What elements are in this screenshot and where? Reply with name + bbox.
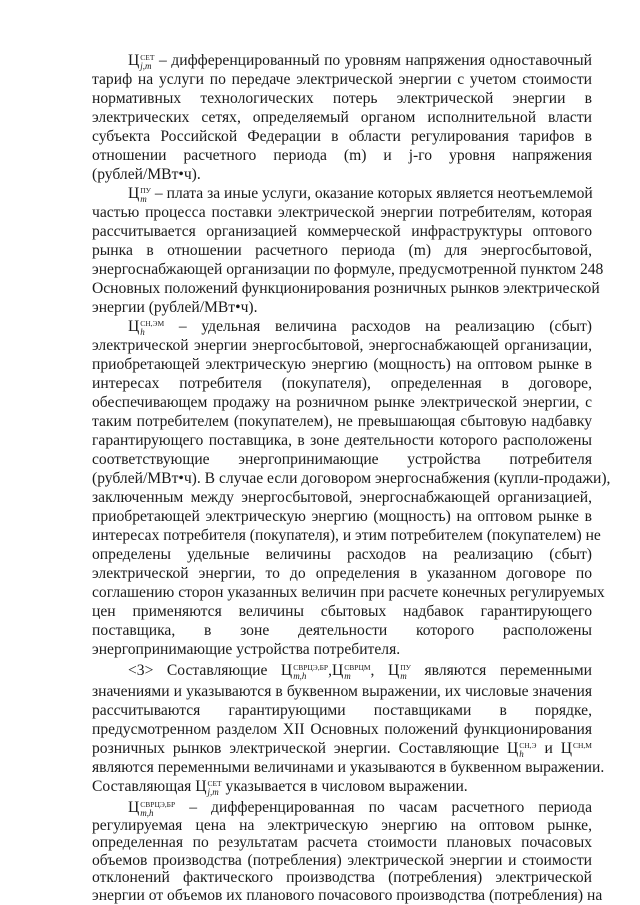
component-symbol: Ц СВРЦМ m: [332, 662, 371, 681]
text-line: нормативных технологических потерь электрической энергии в: [92, 90, 592, 107]
text-line: электрических сетях, определяемый органом исполнительной власти: [92, 109, 592, 126]
text-line: энергопринимающие устройства потребителя.: [92, 641, 401, 658]
text-line: рассчитываются гарантирующими поставщиками в порядке,: [92, 702, 592, 719]
text-line: энергии (рублей/МВт•ч).: [92, 299, 258, 316]
text-line: обеспечивающем продажу на розничном рынке электрической энергии, с: [92, 394, 592, 411]
fee-symbol: Ц ПУ m: [128, 185, 151, 204]
text-line: тариф на услуги по передаче электрической энергии с учетом стоимости: [92, 71, 592, 88]
text-line: розничных рынков электрической энергии. Составляющие Ц СН,Э h и Ц СН,М: [92, 740, 592, 759]
text-line: Ц СН,ЭМ h – удельная величина расходов на реализацию (сбыт): [128, 318, 592, 337]
text-line: энергии от объемов их планового почасового производства (потребления) на: [92, 886, 603, 904]
text-line: приобретающей электрическую энергию (мощность) на оптовом рынке в: [92, 356, 592, 373]
text-line: (рублей/МВт•ч). В случае если договором энергоснабжения (купли-продажи),: [92, 470, 611, 487]
footnote-line: <3> Составляющие Ц СВРЦЭ,БР m,h ,Ц СВРЦМ m , Ц ПУ m являются переменными: [128, 662, 592, 681]
text-line: частью процесса поставки электрической энергии потребителям, которая: [92, 204, 592, 221]
text-line: приобретающей электрическую энергию (мощность) на оптовом рынке в: [92, 508, 592, 525]
component-symbol: Ц СН,Э h: [507, 740, 537, 759]
text-line: интересах потребителя (покупателя), и этим потребителем (покупателем) не: [92, 527, 601, 544]
component-symbol: Ц ПУ m: [387, 662, 411, 681]
text-line: Ц СЕТ j,m – дифференцированный по уровням напряжения одноставочный: [128, 52, 592, 71]
text-line: значениями и указываются в буквенном выражении, их числовые значения: [92, 683, 592, 700]
component-symbol: Ц СВРЦЭ,БР m,h: [280, 662, 329, 681]
text-line: Ц ПУ m – плата за иные услуги, оказание которых является неотъемлемой: [128, 185, 593, 204]
text-line: Ц СВРЦЭ,БР m,h – дифференцированная по часам расчетного периода: [128, 799, 592, 818]
text-line: регулируемая цена на электрическую энергию на оптовом рынке,: [92, 816, 592, 834]
text-line: рынка в отношении расчетного периода (m) для энергосбытовой,: [92, 242, 592, 259]
component-symbol: Ц СЕТ j,m: [195, 778, 222, 797]
text-line: отношении расчетного периода (m) и j-го уровня напряжения: [92, 147, 592, 164]
text-line: электрической энергии, то до определения в указанном договоре по: [92, 565, 592, 582]
text-line: энергоснабжающей организации по формуле, предусмотренной пунктом 248: [92, 261, 604, 278]
text-line: гарантирующего поставщика, в зоне деятельности которого расположены: [92, 432, 592, 449]
text-line: определенная по результатам расчета стоимости плановых почасовых: [92, 834, 592, 851]
text-line: поставщика, в зоне деятельности которого расположены: [92, 622, 592, 639]
text-line: цен применяются величины сбытовых надбавок гарантирующего: [92, 603, 592, 620]
tariff-symbol: Ц СЕТ j,m: [128, 52, 155, 71]
text-line: интересах потребителя (покупателя), определенная в договоре,: [92, 375, 592, 392]
text-line: электрической энергии энергосбытовой, энергоснабжающей организации,: [92, 337, 592, 354]
text-line: (рублей/МВт•ч).: [92, 166, 201, 183]
price-symbol: Ц СВРЦЭ,БР m,h: [128, 799, 176, 818]
text-line: объемов производства (потребления) электрической энергии и стоимости: [92, 851, 592, 869]
text-line: являются переменными величинами и указываются в буквенном выражении.: [92, 759, 605, 776]
text-line: соответствующие энергопринимающие устройства потребителя: [92, 451, 592, 468]
text-line: Основных положений функционирования розничных рынков электрической: [92, 280, 600, 297]
text-line: отклонений фактического производства (потребления) электрической: [92, 869, 592, 886]
text-line: рассчитывается организацией коммерческой инфраструктуры оптового: [92, 223, 592, 240]
text-line: таким потребителем (покупателем), не превышающая сбытовую надбавку: [92, 413, 592, 430]
text-line: заключенным между энергосбытовой, энергоснабжающей организацией,: [92, 489, 592, 506]
text-line: соглашению сторон указанных величин при расчете конечных регулируемых: [92, 584, 605, 601]
component-symbol: Ц СН,М: [560, 740, 592, 757]
text-line: Составляющая Ц СЕТ j,m указывается в числовом выражении.: [92, 778, 468, 797]
text-line: предусмотренном разделом XII Основных положений функционирования: [92, 721, 592, 738]
text-line: определены удельные величины расходов на реализацию (сбыт): [92, 546, 592, 563]
sales-expense-symbol: Ц СН,ЭМ h: [128, 318, 165, 337]
text-line: субъекта Российской Федерации в области регулирования тарифов в: [92, 128, 592, 145]
